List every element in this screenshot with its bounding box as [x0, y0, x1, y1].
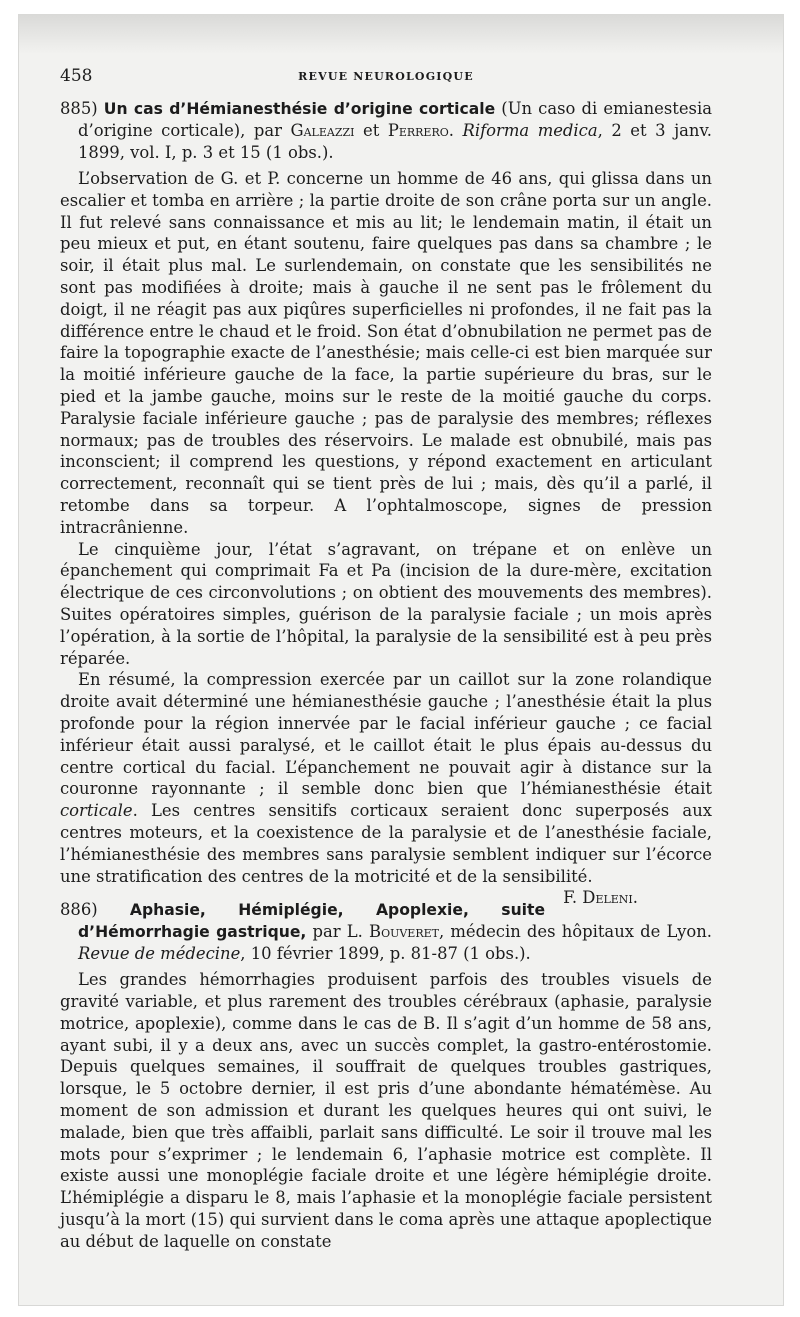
entry-heading	[60, 899, 712, 965]
citation-text: , 2 et 3 janv. 1899, vol. I, p. 3 et 15 (1 obs.).	[78, 121, 712, 162]
body-paragraph	[60, 669, 712, 908]
journal-title: REVUE NEUROLOGIQUE	[298, 70, 474, 83]
citation-text: .	[448, 121, 463, 140]
page-number: 458	[60, 66, 93, 86]
source-journal: Riforma medica	[462, 121, 598, 140]
citation-text: par L.	[306, 922, 370, 942]
paragraph-text: . Les centres sensitifs corticaux seraient donc superposés aux centres moteurs, et la coexistence de la paralysie et de l’anesthésie faciale, l’hémianesthésie des membres sans paralysie semblent indiquer sur l’écorce une stratification des centres de la motricité et de la sensibilité.	[60, 801, 712, 886]
paragraph-text: En résumé, la compression exercée par un caillot sur la zone rolandique droite avait déterminé une hémianesthésie gauche ; l’anesthésie était la plus profonde pour la région innervée par le facial inférieur gauche ; ce facial inférieur était aussi paralysé, et le caillot était le plus épais au-dessus du centre cortical du facial. L’épanchement ne pouvait agir à distance sur la couronne rayonnante ; il semble donc bien que l’hémianesthésie était	[60, 670, 712, 799]
entry-title: Aphasie, Hémiplégie, Apoplexie, suite d’Hémorrhagie gastrique,	[78, 901, 546, 942]
citation-text: (Un caso di emianestesia d’origine corticale), par	[78, 99, 712, 140]
entry-885	[60, 98, 712, 908]
author-name: Galeazzi	[290, 121, 355, 140]
entry-title: Un cas d’Hémianesthésie d’origine corticale	[103, 100, 496, 118]
citation-text: , médecin des hôpitaux de Lyon.	[439, 922, 712, 942]
entry-number: 886)	[60, 900, 98, 920]
body-paragraph: Le cinquième jour, l’état s’agravant, on trépane et on enlève un épanchement qui comprimait Fa et Pa (incision de la dure-mère, excitation électrique de ces circonvolutions ; on obtient des mouvements des membres). Suites opératoires simples, guérison de la paralysie faciale ; un mois après l’opération, à la sortie de l’hôpital, la paralysie de la sensibilité est à peu près réparée.	[60, 539, 712, 668]
scan-shadow	[18, 14, 784, 54]
entry-886	[60, 899, 712, 1252]
entry-heading	[60, 98, 712, 164]
author-name: Bouveret	[369, 922, 439, 942]
citation-text: et	[354, 121, 388, 140]
signature: F. Deleni.	[563, 888, 638, 908]
author-name: Perrero	[387, 121, 449, 140]
body-paragraph: L’observation de G. et P. concerne un homme de 46 ans, qui glissa dans un escalier et tomba en arrière ; la partie droite de son crâne porta sur un angle. Il fut relevé sans connaissance et mis au lit; le lendemain matin, il était un peu mieux et put, en étant soutenu, faire quelques pas dans sa chambre ; le soir, il était plus mal. Le surlendemain, on constate que les sensibilités ne sont pas modifiées à droite; mais à gauche il ne sent pas le frôlement du doigt, il ne réagit pas aux piqûres superficielles ni profondes, il ne fait pas la différence entre le chaud et le froid. Son état d’obnubilation ne permet pas de faire la topographie exacte de l’anesthésie; mais celle-ci est bien marquée sur la moitié inférieure gauche de la face, la partie supérieure du bras, sur le pied et la jambe gauche, moins sur le reste de la moitié gauche du corps. Paralysie faciale inférieure gauche ; pas de paralysie des membres; réflexes normaux; pas de troubles des réservoirs. Le malade est obnubilé, mais pas inconscient; il comprend les questions, y répond exactement en articulant correctement, reconnaît qui se tient près de lui ; mais, dès qu’il a parlé, il retombe dans sa torpeur. A l’ophtalmoscope, signes de pression intracrânienne.	[60, 169, 712, 537]
citation-text: , 10 février 1899, p. 81-87 (1 obs.).	[240, 944, 531, 964]
emphasis: corticale	[60, 801, 133, 821]
running-head	[60, 66, 712, 90]
entry-number: 885)	[60, 99, 98, 118]
body-paragraph: Les grandes hémorrhagies produisent parfois des troubles visuels de gravité variable, et plus rarement des troubles cérébraux (aphasie, paralysie motrice, apoplexie), comme dans le cas de B. Il s’agit d’un homme de 58 ans, ayant subi, il y a deux ans, avec un succès complet, la gastro-entérostomie. Depuis quelques semaines, il souffrait de quelques troubles gastriques, lorsque, le 5 octobre dernier, il est pris d’une abondante hématémèse. Au moment de son admission et durant les quelques heures qui ont suivi, le malade, bien que très affaibli, parlait sans difficulté. Le soir il trouve mal les mots pour s’exprimer ; le lendemain 6, l’aphasie motrice est complète. Il existe aussi une monoplégie faciale droite et une légère hémiplégie droite. L’hémiplégie a disparu le 8, mais l’aphasie et la monoplégie faciale persistent jusqu’à la mort (15) qui survient dans le coma après une attaque apoplectique au début de laquelle on constate	[60, 970, 712, 1251]
page-content	[60, 66, 712, 1253]
source-journal: Revue de médecine	[78, 944, 241, 964]
